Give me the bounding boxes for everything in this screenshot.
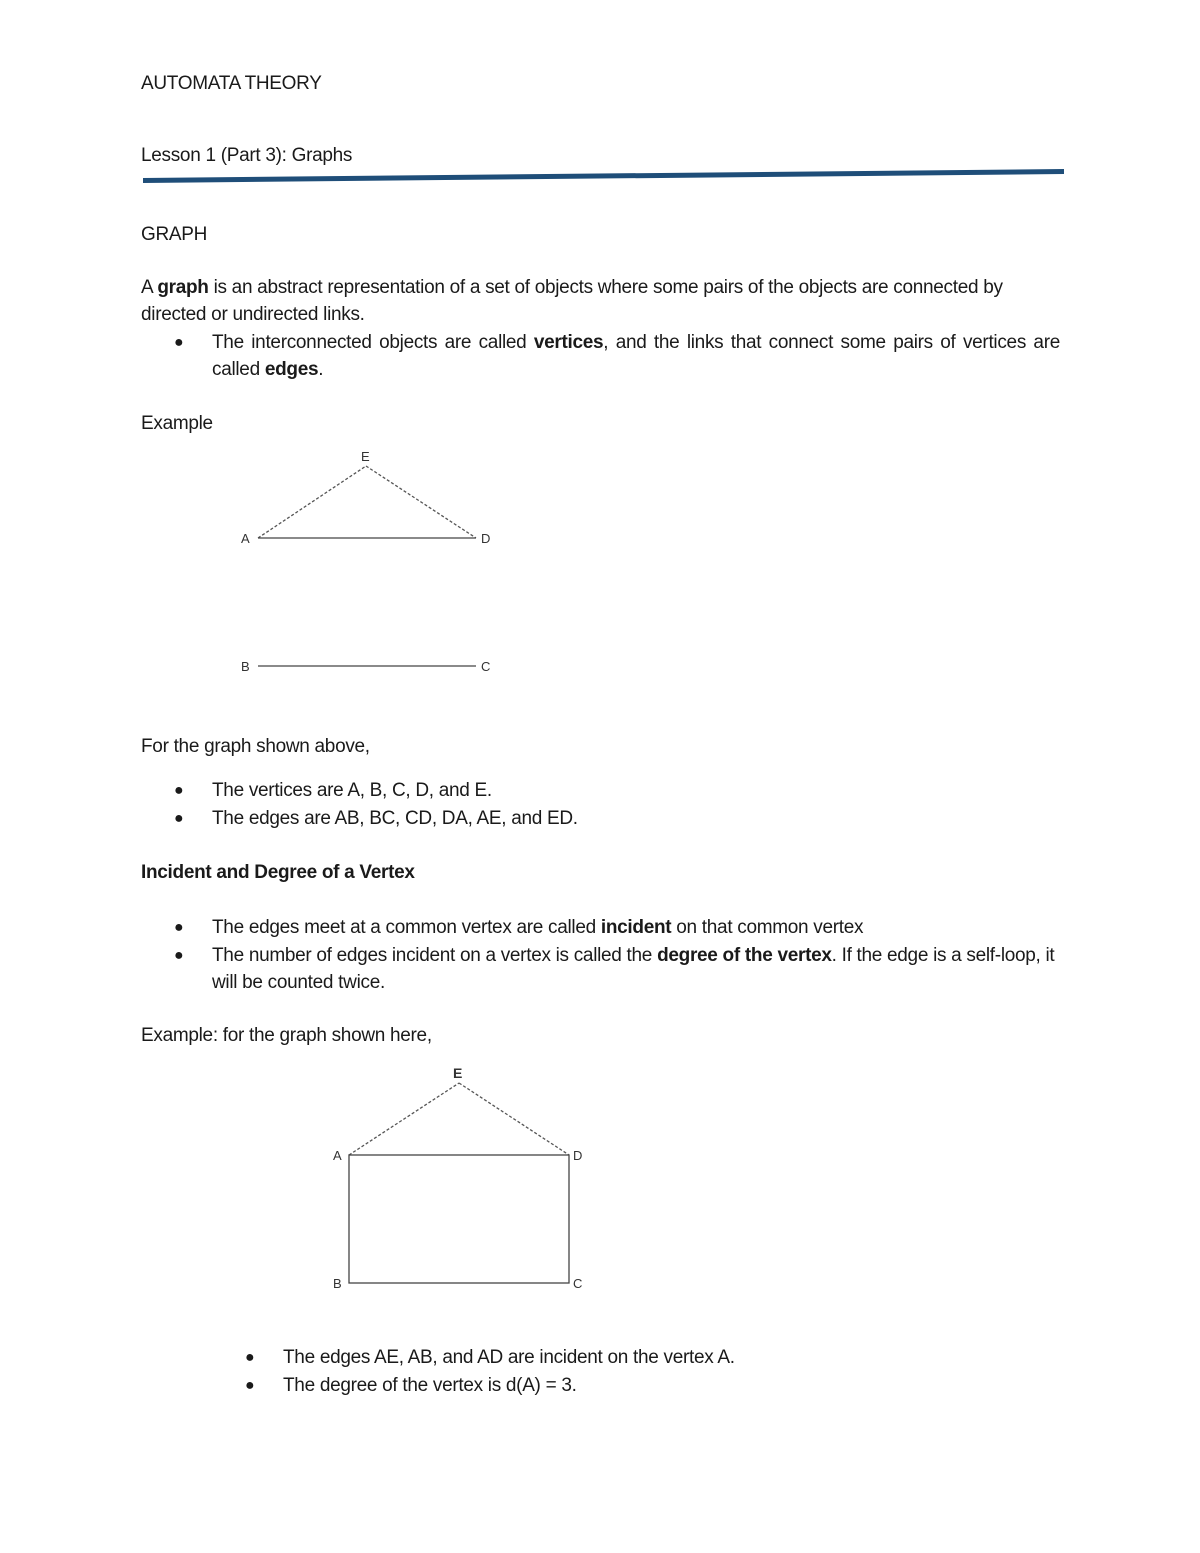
bullet-text: on that common vertex — [671, 917, 864, 938]
edge-ae — [349, 1083, 459, 1155]
term-edges: edges — [264, 359, 319, 380]
vertex-label-e: E — [361, 449, 370, 464]
bullet-text: . — [318, 359, 324, 380]
bullet-dot: ● — [174, 947, 184, 964]
term-degree-of-vertex: degree of the vertex — [657, 945, 832, 966]
vertex-label-b: B — [241, 659, 250, 674]
bullet-dot: ● — [174, 334, 184, 351]
vertex-label-c: C — [573, 1276, 583, 1291]
bullet-dot: ● — [245, 1377, 255, 1394]
term-graph: graph — [157, 277, 209, 298]
bullet-text: The interconnected objects are called — [212, 332, 534, 353]
bullet-dot: ● — [174, 810, 184, 827]
vertex-label-e: E — [453, 1065, 463, 1081]
example-label-2: Example: for the graph shown here, — [141, 1025, 432, 1046]
example-label: Example — [141, 413, 213, 434]
bullet-text: The edges meet at a common vertex are called — [212, 917, 601, 938]
edge-ed — [459, 1083, 569, 1155]
vertex-label-b: B — [333, 1276, 342, 1291]
figure-1-intro: For the graph shown above, — [141, 736, 370, 757]
edge-ae — [258, 466, 366, 538]
section-heading-incident-degree: Incident and Degree of a Vertex — [141, 862, 415, 883]
section-heading-graph: GRAPH — [141, 224, 208, 245]
vertices-edges-bullet — [212, 329, 1060, 383]
incident-bullet — [212, 916, 863, 940]
graph-definition — [141, 274, 1063, 328]
header-rule — [143, 169, 1064, 183]
bullet-dot: ● — [174, 782, 184, 799]
list-item: The edges AE, AB, and AD are incident on the vertex A. — [283, 1347, 735, 1368]
bullet-dot: ● — [245, 1349, 255, 1366]
edges-ad-dc-cb-ba — [349, 1155, 569, 1283]
list-item: The vertices are A, B, C, D, and E. — [212, 780, 492, 801]
lesson-title: Lesson 1 (Part 3): Graphs — [141, 145, 353, 166]
bullet-text: The number of edges incident on a vertex is called the — [212, 945, 658, 966]
definition-text-rest: is an abstract representation of a set of objects where some pairs of the objects are connected by directed or undirected links. — [141, 277, 1003, 325]
term-vertices: vertices — [533, 332, 604, 353]
vertex-label-d: D — [481, 531, 491, 546]
degree-bullet — [212, 942, 1062, 996]
vertex-label-a: A — [241, 531, 250, 546]
definition-text-start: A — [141, 277, 158, 298]
list-item: The degree of the vertex is d(A) = 3. — [283, 1375, 577, 1396]
bullet-text: , and the links that connect some pairs of vertices are called — [212, 332, 1060, 380]
list-item: The edges are AB, BC, CD, DA, AE, and ED. — [212, 808, 578, 829]
course-title: AUTOMATA THEORY — [141, 73, 322, 94]
bullet-dot: ● — [174, 919, 184, 936]
vertex-label-a: A — [333, 1148, 342, 1163]
figure-1-graph — [241, 449, 490, 674]
vertex-label-d: D — [573, 1148, 583, 1163]
edge-ed — [366, 466, 476, 538]
vertex-label-c: C — [481, 659, 491, 674]
bullet-text: . If the edge is a self-loop, it will be counted twice. — [212, 945, 1055, 993]
term-incident: incident — [600, 917, 672, 938]
figure-2-graph — [333, 1065, 582, 1291]
